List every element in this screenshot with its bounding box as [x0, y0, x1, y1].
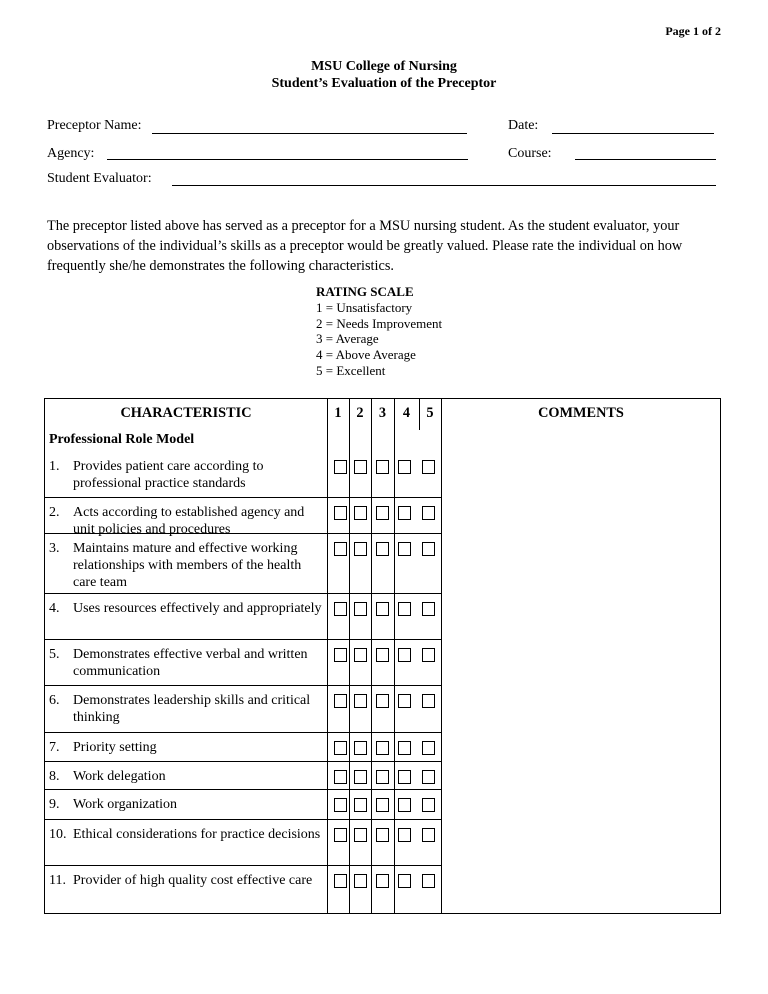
item-number: 9.	[49, 797, 60, 812]
rating-1-checkbox[interactable]	[334, 770, 347, 784]
item-text: Priority setting	[73, 740, 157, 755]
section-title: Professional Role Model	[49, 432, 195, 447]
rating-1-checkbox[interactable]	[334, 828, 347, 842]
rating-5-checkbox[interactable]	[422, 828, 435, 842]
rating-1-checkbox[interactable]	[334, 542, 347, 556]
item-text: Demonstrates leadership skills and critical thinking	[73, 693, 311, 725]
characteristic-item	[49, 540, 327, 591]
characteristic-item	[49, 646, 327, 680]
rating-1-checkbox[interactable]	[334, 874, 347, 888]
characteristic-item	[49, 458, 327, 492]
rating-5-checkbox[interactable]	[422, 506, 435, 520]
characteristic-item	[49, 872, 327, 889]
row-divider	[45, 789, 441, 790]
item-number: 1.	[49, 459, 60, 474]
rating-2-checkbox[interactable]	[354, 542, 367, 556]
characteristic-item	[49, 768, 327, 785]
item-number: 3.	[49, 541, 60, 556]
item-text: Maintains mature and effective working relationships with members of the health care team	[73, 541, 302, 590]
date-label: Date:	[508, 118, 539, 133]
rating-2-checkbox[interactable]	[354, 741, 367, 755]
characteristic-item	[49, 826, 327, 843]
row-divider	[45, 593, 441, 594]
rating-scale-item: 3 = Average	[316, 331, 379, 347]
rating-2-checkbox[interactable]	[354, 770, 367, 784]
rating-4-checkbox[interactable]	[398, 506, 411, 520]
item-number: 8.	[49, 769, 60, 784]
rating-1-checkbox[interactable]	[334, 602, 347, 616]
rating-scale-item: 4 = Above Average	[316, 347, 416, 363]
rating-scale-item: 2 = Needs Improvement	[316, 315, 443, 331]
rating-3-header: 3	[378, 405, 387, 421]
item-text: Ethical considerations for practice decisions	[73, 827, 321, 842]
item-text: Work delegation	[73, 769, 166, 784]
row-divider	[45, 761, 441, 762]
characteristic-item	[49, 692, 327, 726]
item-number: 5.	[49, 647, 60, 662]
rating-2-header: 2	[356, 405, 364, 421]
rating-2-checkbox[interactable]	[354, 648, 367, 662]
rating-5-checkbox[interactable]	[422, 602, 435, 616]
course-field[interactable]	[575, 159, 716, 160]
rating-5-checkbox[interactable]	[422, 694, 435, 708]
rating-1-checkbox[interactable]	[334, 741, 347, 755]
rating-5-header: 5	[426, 405, 434, 421]
rating-2-checkbox[interactable]	[354, 506, 367, 520]
page-number: Page 1 of 2	[665, 24, 721, 38]
date-field[interactable]	[552, 133, 714, 134]
item-text: Work organization	[73, 797, 177, 812]
rating-3-checkbox[interactable]	[376, 506, 389, 520]
rating-1-checkbox[interactable]	[334, 648, 347, 662]
rating-3-checkbox[interactable]	[376, 741, 389, 755]
rating-2-checkbox[interactable]	[354, 460, 367, 474]
row-divider	[45, 685, 441, 686]
rating-1-header: 1	[334, 405, 342, 421]
rating-5-checkbox[interactable]	[422, 460, 435, 474]
item-text: Acts according to established agency and unit policies and procedures	[73, 505, 305, 537]
characteristic-item	[49, 504, 327, 538]
rating-4-checkbox[interactable]	[398, 798, 411, 812]
form-title: Student’s Evaluation of the Preceptor	[271, 76, 497, 91]
rating-1-checkbox[interactable]	[334, 460, 347, 474]
rating-4-checkbox[interactable]	[398, 828, 411, 842]
column-divider	[441, 399, 442, 913]
characteristic-item	[49, 739, 327, 756]
row-divider	[45, 732, 441, 733]
item-number: 4.	[49, 601, 60, 616]
rating-5-checkbox[interactable]	[422, 741, 435, 755]
rating-scale-item: 1 = Unsatisfactory	[316, 299, 413, 315]
rating-scale	[316, 284, 442, 379]
rating-3-checkbox[interactable]	[376, 874, 389, 888]
item-text: Uses resources effectively and appropriately	[73, 601, 322, 616]
rating-2-checkbox[interactable]	[354, 798, 367, 812]
evaluation-table	[44, 398, 721, 914]
rating-4-checkbox[interactable]	[398, 770, 411, 784]
rating-5-checkbox[interactable]	[422, 648, 435, 662]
rating-4-checkbox[interactable]	[398, 460, 411, 474]
row-divider	[45, 497, 441, 498]
rating-1-checkbox[interactable]	[334, 694, 347, 708]
rating-1-checkbox[interactable]	[334, 798, 347, 812]
characteristic-item	[49, 796, 327, 813]
item-number: 10.	[49, 827, 67, 842]
characteristic-item	[49, 600, 327, 617]
item-number: 7.	[49, 740, 60, 755]
rating-4-checkbox[interactable]	[398, 694, 411, 708]
rating-3-checkbox[interactable]	[376, 460, 389, 474]
column-divider	[349, 399, 350, 913]
student-evaluator-field[interactable]	[172, 185, 716, 186]
column-divider	[327, 399, 328, 913]
rating-3-checkbox[interactable]	[376, 602, 389, 616]
student-evaluator-label: Student Evaluator:	[47, 171, 152, 186]
institution-title: MSU College of Nursing	[311, 59, 457, 74]
intro-paragraph: The preceptor listed above has served as a preceptor for a MSU nursing student. As the student evaluator, your observations of the individual’s skills as a preceptor would be greatly valued. Please rate the individual on how frequently she/he demonstrates the following characteristics.	[47, 218, 683, 274]
item-number: 6.	[49, 693, 60, 708]
preceptor-name-field[interactable]	[152, 133, 467, 134]
item-text: Provider of high quality cost effective care	[73, 873, 313, 888]
row-divider	[45, 819, 441, 820]
rating-4-checkbox[interactable]	[398, 741, 411, 755]
rating-3-checkbox[interactable]	[376, 828, 389, 842]
rating-2-checkbox[interactable]	[354, 828, 367, 842]
item-number: 11.	[49, 873, 66, 888]
rating-5-checkbox[interactable]	[422, 798, 435, 812]
rating-3-checkbox[interactable]	[376, 694, 389, 708]
rating-scale-item: 5 = Excellent	[316, 362, 386, 378]
rating-3-checkbox[interactable]	[376, 770, 389, 784]
rating-4-checkbox[interactable]	[398, 874, 411, 888]
comments-header: COMMENTS	[538, 405, 624, 421]
agency-field[interactable]	[107, 159, 468, 160]
rating-3-checkbox[interactable]	[376, 542, 389, 556]
row-divider	[45, 639, 441, 640]
row-divider	[45, 865, 441, 866]
rating-2-checkbox[interactable]	[354, 602, 367, 616]
item-text: Provides patient care according to professional practice standards	[73, 459, 264, 491]
preceptor-name-label: Preceptor Name:	[47, 118, 142, 133]
column-divider	[394, 399, 395, 913]
rating-4-header: 4	[402, 405, 411, 421]
rating-scale-heading: RATING SCALE	[316, 284, 414, 299]
rating-1-checkbox[interactable]	[334, 506, 347, 520]
agency-label: Agency:	[47, 146, 95, 161]
rating-5-checkbox[interactable]	[422, 542, 435, 556]
rating-5-checkbox[interactable]	[422, 874, 435, 888]
rating-4-checkbox[interactable]	[398, 648, 411, 662]
rating-4-checkbox[interactable]	[398, 602, 411, 616]
item-text: Demonstrates effective verbal and written communication	[73, 647, 308, 679]
rating-5-checkbox[interactable]	[422, 770, 435, 784]
rating-2-checkbox[interactable]	[354, 874, 367, 888]
item-number: 2.	[49, 505, 60, 520]
rating-3-checkbox[interactable]	[376, 648, 389, 662]
column-divider	[371, 399, 372, 913]
rating-2-checkbox[interactable]	[354, 694, 367, 708]
rating-3-checkbox[interactable]	[376, 798, 389, 812]
characteristic-header: CHARACTERISTIC	[120, 405, 252, 421]
course-label: Course:	[508, 146, 552, 161]
rating-4-checkbox[interactable]	[398, 542, 411, 556]
